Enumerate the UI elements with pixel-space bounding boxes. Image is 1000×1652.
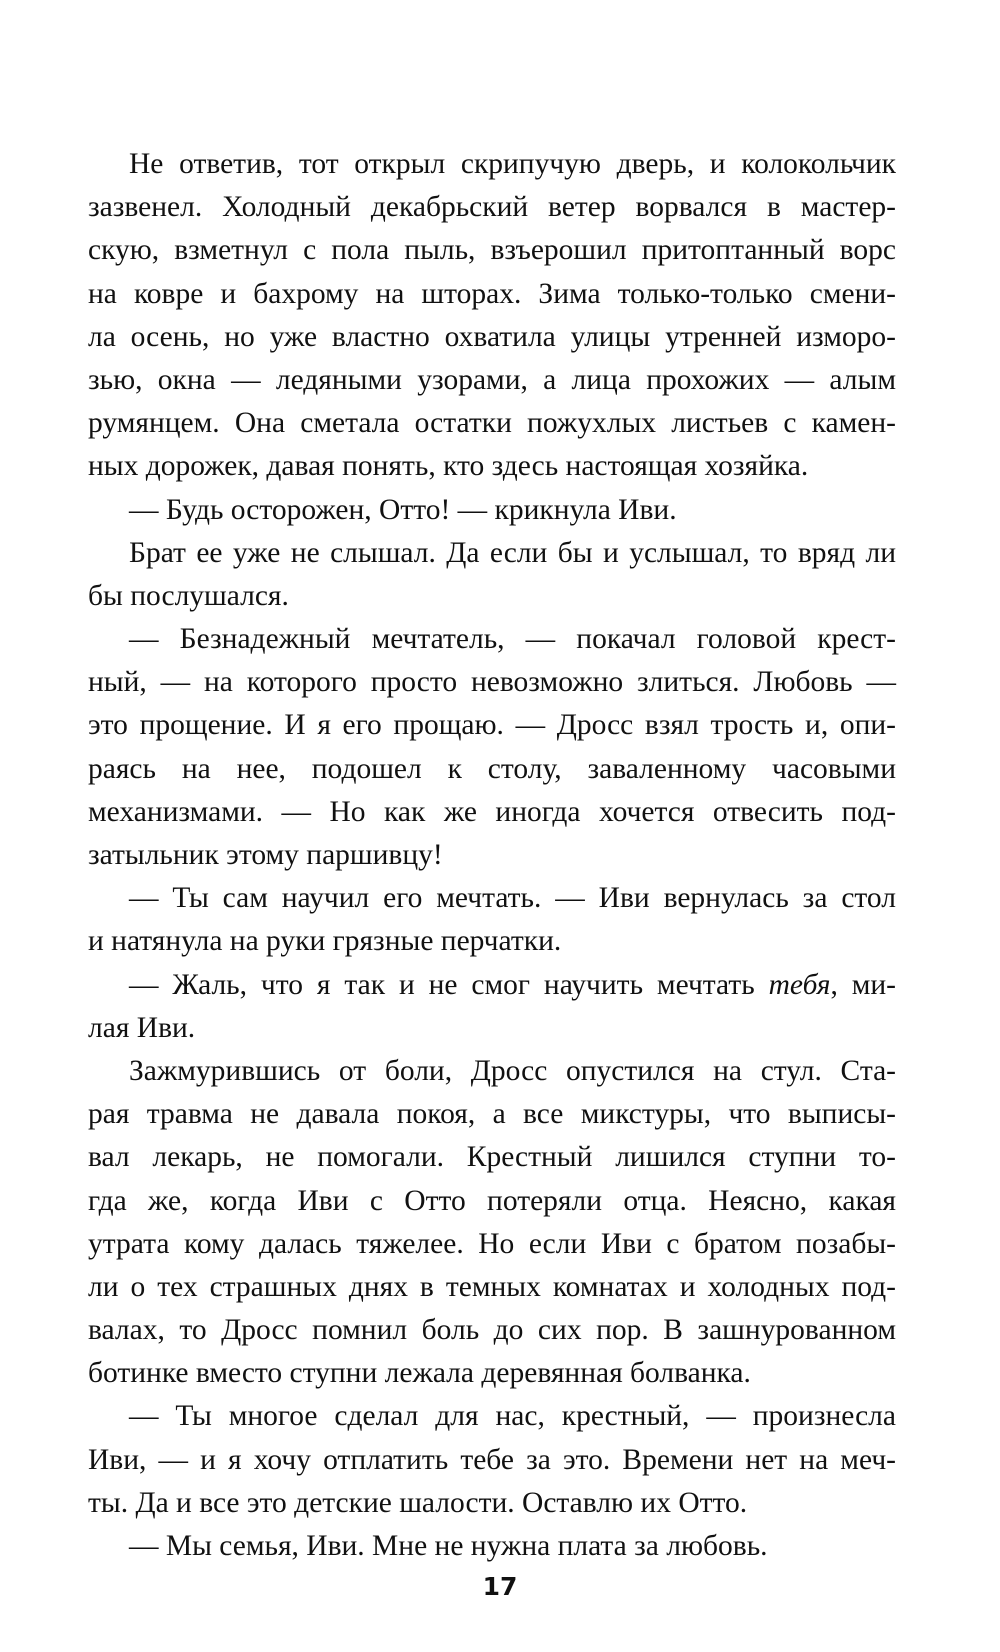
text-line: затыльник этому паршивцу! xyxy=(88,839,443,871)
text-line: ботинке вместо ступни лежала деревянная болванка. xyxy=(88,1357,751,1390)
text-line: зазвенел. Холодный декабрьский ветер ворвался в мастер- xyxy=(88,191,896,224)
text-line: механизмами. — Но как же иногда хочется отвесить под- xyxy=(88,795,896,828)
text-line: утрата кому далась тяжелее. Но если Иви с братом позабы- xyxy=(88,1227,896,1260)
text-segment: , ми- xyxy=(830,968,897,1001)
text-line: бы послушался. xyxy=(88,579,289,612)
text-line: на ковре и бахрому на шторах. Зима только-только смени- xyxy=(88,277,896,310)
text-line: — Будь осторожен, Отто! — крикнула Иви. xyxy=(129,493,677,526)
text-line: ных дорожек, давая понять, кто здесь настоящая хозяйка. xyxy=(88,450,809,483)
text-line: — Ты многое сделал для нас, крестный, — произнесла xyxy=(129,1400,896,1433)
text-line: вал лекарь, не помогали. Крестный лишился ступни то- xyxy=(88,1141,896,1174)
text-line: — Безнадежный мечтатель, — покачал головой крест- xyxy=(129,623,896,656)
text-line: гда же, когда Иви с Отто потеряли отца. Неясно, какая xyxy=(88,1184,896,1217)
text-line: румянцем. Она сметала остатки пожухлых листьев с камен- xyxy=(88,407,896,440)
text-line: ный, — на которого просто невозможно злиться. Любовь — xyxy=(88,666,896,699)
text-line xyxy=(88,964,896,1007)
text-line: ты. Да и все это детские шалости. Оставлю их Отто. xyxy=(88,1486,748,1519)
text-line: — Ты сам научил его мечтать. — Иви вернулась за стол xyxy=(129,882,896,915)
text-line: это прощение. И я его прощаю. — Дросс взял трость и, опи- xyxy=(88,709,896,742)
text-line: ла осень, но уже властно охватила улицы утренней изморо- xyxy=(88,320,896,353)
text-line: скую, взметнул с пола пыль, взъерошил притоптанный ворс xyxy=(88,234,896,267)
emphasis-word: тебя xyxy=(768,968,831,1001)
text-line: Не ответив, тот открыл скрипучую дверь, и колокольчик xyxy=(129,148,896,180)
body-text xyxy=(88,143,896,1568)
text-line: лая Иви. xyxy=(88,1011,196,1044)
text-line: ли о тех страшных днях в темных комнатах и холодных под- xyxy=(88,1270,896,1303)
text-line: — Мы семья, Иви. Мне не нужна плата за любовь. xyxy=(129,1530,768,1562)
page-number: 17 xyxy=(482,1572,518,1601)
text-segment: — Жаль, что я так и не смог научить мечтать xyxy=(129,968,755,1001)
text-line: Зажмурившись от боли, Дросс опустился на стул. Ста- xyxy=(129,1054,896,1087)
text-line: Брат ее уже не слышал. Да если бы и услышал, то вряд ли xyxy=(129,536,896,569)
text-line: и натянула на руки грязные перчатки. xyxy=(88,925,562,958)
text-line: раясь на нее, подошел к столу, заваленному часовыми xyxy=(88,752,896,785)
text-line: Иви, — и я хочу отплатить тебе за это. Времени нет на меч- xyxy=(88,1443,896,1476)
text-line: рая травма не давала покоя, а все микстуры, что выписы- xyxy=(88,1098,896,1131)
text-line: зью, окна — ледяными узорами, а лица прохожих — алым xyxy=(88,363,896,396)
text-line: валах, то Дросс помнил боль до сих пор. В зашнурованном xyxy=(88,1314,896,1347)
